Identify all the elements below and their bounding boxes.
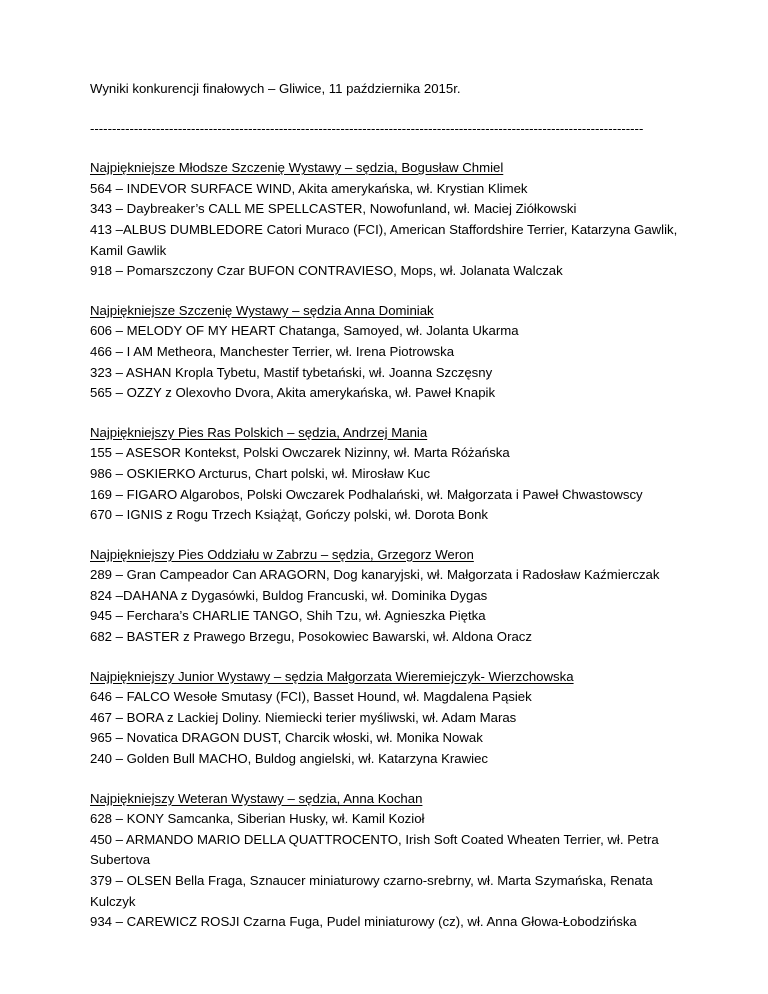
result-entry: 169 – FIGARO Algarobos, Polski Owczarek Podhalański, wł. Małgorzata i Paweł Chwastowscy	[90, 486, 643, 502]
dashed-separator: ------------------------------------------------------------------------------------------------------------------------------	[90, 120, 644, 136]
result-entry: 450 – ARMANDO MARIO DELLA QUATTROCENTO, Irish Soft Coated Wheaten Terrier, wł. Petra Subertova	[90, 831, 659, 868]
section-puppy	[90, 301, 690, 404]
result-entry: 986 – OSKIERKO Arcturus, Chart polski, wł. Mirosław Kuc	[90, 465, 431, 481]
result-entry: 289 – Gran Campeador Can ARAGORN, Dog kanaryjski, wł. Małgorzata i Radosław Kaźmierczak	[90, 567, 660, 583]
result-entry: 945 – Ferchara’s CHARLIE TANGO, Shih Tzu, wł. Agnieszka Piętka	[90, 608, 486, 624]
result-entry: 628 – KONY Samcanka, Siberian Husky, wł. Kamil Kozioł	[90, 811, 425, 827]
section-header: Najpiękniejszy Weteran Wystawy – sędzia, Anna Kochan	[90, 790, 423, 806]
result-entry: 934 – CAREWICZ ROSJI Czarna Fuga, Pudel miniaturowy (cz), wł. Anna Głowa-Łobodzińska	[90, 914, 637, 930]
result-entry: 965 – Novatica DRAGON DUST, Charcik włoski, wł. Monika Nowak	[90, 730, 483, 746]
section-zabrze-branch	[90, 545, 690, 648]
result-entry: 824 –DAHANA z Dygasówki, Buldog Francuski, wł. Dominika Dygas	[90, 587, 488, 603]
result-entry: 240 – Golden Bull MACHO, Buldog angielski, wł. Katarzyna Krawiec	[90, 751, 489, 767]
result-entry: 466 – I AM Metheora, Manchester Terrier, wł. Irena Piotrowska	[90, 343, 455, 359]
section-header: Najpiękniejsze Młodsze Szczenię Wystawy – sędzia, Bogusław Chmiel	[90, 160, 504, 176]
section-polish-breeds	[90, 423, 690, 526]
result-entry: 343 – Daybreaker’s CALL ME SPELLCASTER, Nowofunland, wł. Maciej Ziółkowski	[90, 201, 577, 217]
section-youngest-puppy	[90, 158, 690, 282]
result-entry: 467 – BORA z Lackiej Doliny. Niemiecki terier myśliwski, wł. Adam Maras	[90, 709, 517, 725]
result-entry: 565 – OZZY z Olexovho Dvora, Akita amerykańska, wł. Paweł Knapik	[90, 385, 496, 401]
result-entry: 670 – IGNIS z Rogu Trzech Książąt, Gończy polski, wł. Dorota Bonk	[90, 507, 488, 523]
result-entry: 646 – FALCO Wesołe Smutasy (FCI), Basset Hound, wł. Magdalena Pąsiek	[90, 689, 532, 705]
section-header: Najpiękniejszy Pies Ras Polskich – sędzia, Andrzej Mania	[90, 424, 428, 440]
result-entry: 606 – MELODY OF MY HEART Chatanga, Samoyed, wł. Jolanta Ukarma	[90, 323, 519, 339]
section-header: Najpiękniejsze Szczenię Wystawy – sędzia Anna Dominiak	[90, 302, 434, 318]
result-entry: 323 – ASHAN Kropla Tybetu, Mastif tybetański, wł. Joanna Szczęsny	[90, 364, 493, 380]
result-entry: 379 – OLSEN Bella Fraga, Sznaucer miniaturowy czarno-srebrny, wł. Marta Szymańska, Renata Kulczyk	[90, 873, 653, 909]
result-entry: 155 – ASESOR Kontekst, Polski Owczarek Nizinny, wł. Marta Różańska	[90, 445, 510, 461]
document-page	[90, 79, 690, 952]
section-header: Najpiękniejszy Junior Wystawy – sędzia Małgorzata Wieremiejczyk- Wierzchowska	[90, 668, 574, 684]
result-entry: 564 – INDEVOR SURFACE WIND, Akita amerykańska, wł. Krystian Klimek	[90, 180, 528, 196]
result-entry: 413 –ALBUS DUMBLEDORE Catori Muraco (FCI), American Staffordshire Terrier, Katarzyna Gawlik, Kamil Gawlik	[90, 221, 678, 258]
section-veteran	[90, 789, 690, 933]
result-entry: 682 – BASTER z Prawego Brzegu, Posokowiec Bawarski, wł. Aldona Oracz	[90, 629, 532, 645]
result-entry: 918 – Pomarszczony Czar BUFON CONTRAVIESO, Mops, wł. Jolanata Walczak	[90, 263, 563, 279]
document-title: Wyniki konkurencji finałowych – Gliwice, 11 października 2015r.	[90, 81, 461, 96]
section-junior	[90, 667, 690, 770]
section-header: Najpiękniejszy Pies Oddziału w Zabrzu – sędzia, Grzegorz Weron	[90, 546, 474, 562]
